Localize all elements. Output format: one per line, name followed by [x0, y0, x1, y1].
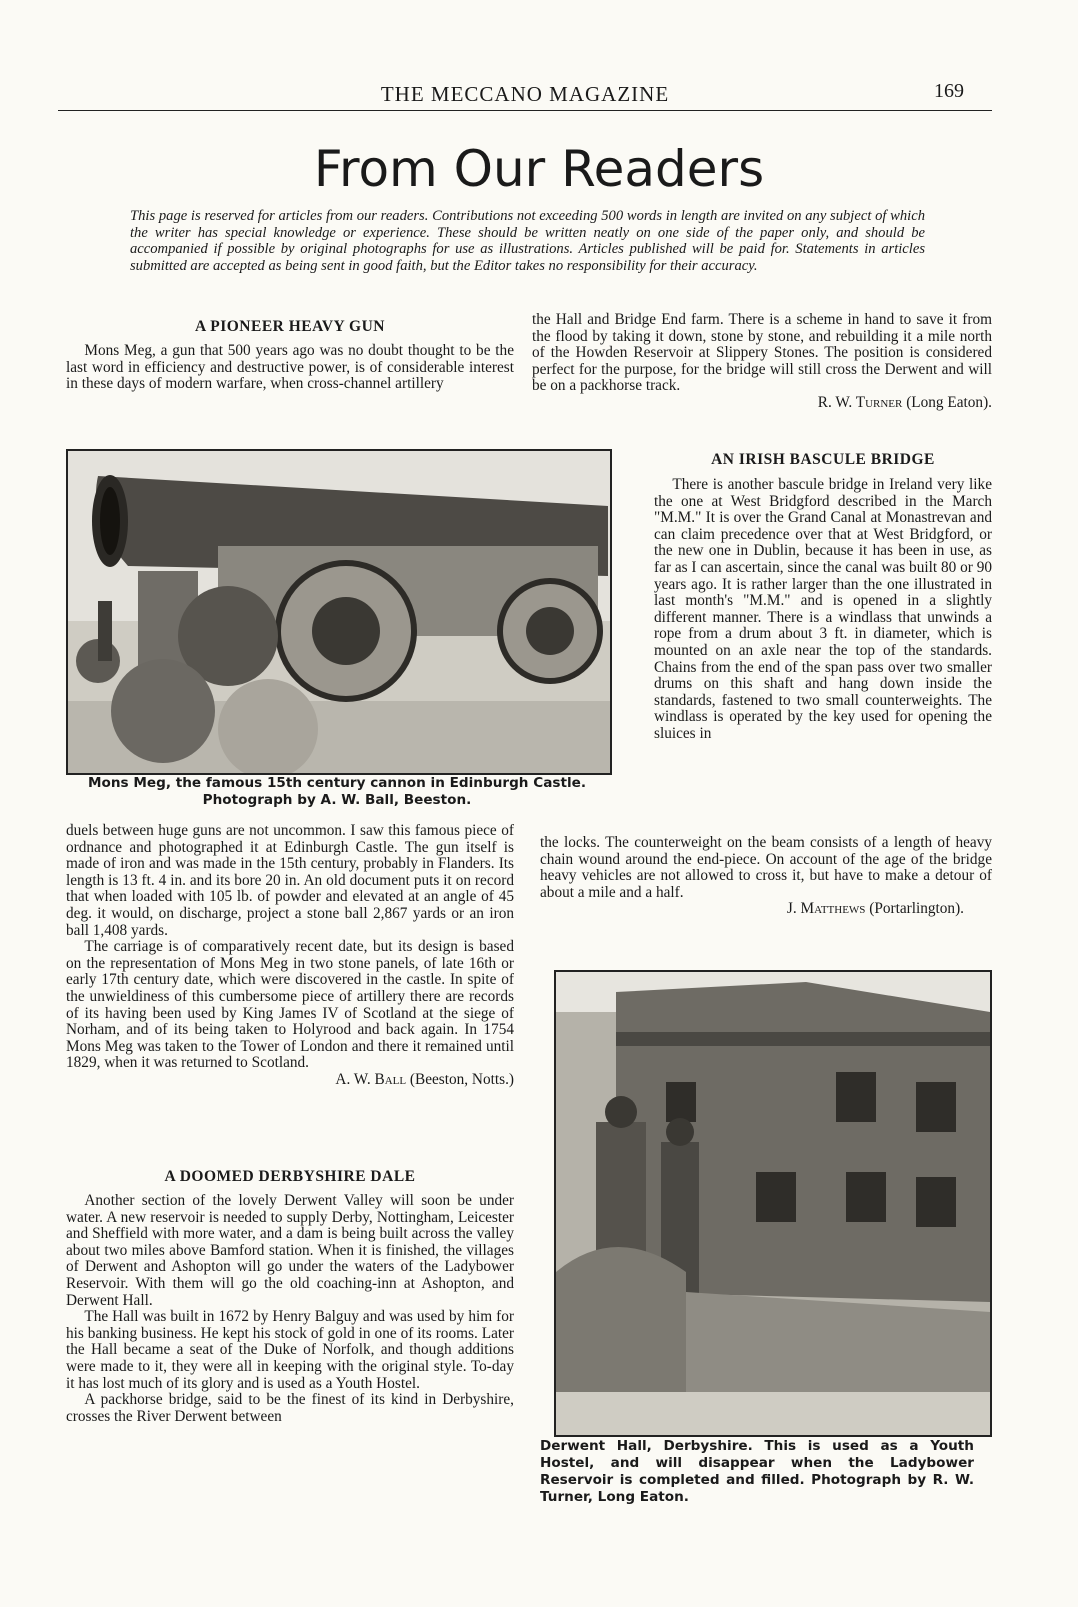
running-head: [58, 80, 992, 111]
paragraph: The carriage is of comparatively recent date, but its design is based on the representation of Mons Meg in two stone panels, of late 16th or early 17th century date, which were discovered in the castle. In spite of the unwieldiness of this cumbersome piece of artillery there are records of its having been used by King James IV of Scotland at the siege of Norham, and of its being taken to Holyrood and back again. In 1754 Mons Meg was taken to the Tower of London and there it remained until 1829, when it was returned to Scotland.: [66, 938, 514, 1072]
photo-derwent-hall: [554, 970, 992, 1437]
photo-caption-mons-meg: [66, 775, 608, 809]
paragraph: the Hall and Bridge End farm. There is a scheme in hand to save it from the flood by taking it down, stone by stone, and rebuilding it a mile north of the Howden Reservoir at Slippery Stones. The position is considered perfect for the purpose, for the bridge will still cross the Derwent and will be on a packhorse track.: [532, 311, 992, 395]
mons-meg-cannon-image: [68, 451, 610, 773]
author-place: (Long Eaton).: [906, 393, 992, 411]
article-body-pioneer-gun-bottom: [66, 823, 514, 1089]
paragraph: The Hall was built in 1672 by Henry Balguy and was used by him for his banking business. He kept his stock of gold in one of its rooms. Later the Hall became a seat of the Duke of Norfolk, and though additions were made to it, they were all in keeping with the original style. To-day it has lost much of its glory and is used as a Youth Hostel.: [66, 1308, 514, 1392]
article-heading-bascule-bridge: AN IRISH BASCULE BRIDGE: [711, 451, 935, 468]
author-place: (Beeston, Notts.): [409, 1070, 514, 1088]
paragraph: duels between huge guns are not uncommon. I saw this famous piece of ordnance and photographed it at Edinburgh Castle. The gun itself is made of iron and was made in the 15th century, probably in Flanders. Its length is 13 ft. 4 in. and its bore 20 in. An old document puts it on record that when loaded with 105 lb. of powder and elevated at an angle of 45 deg. it would, on discharge, project a stone ball 2,867 yards or an iron ball 1,408 yards.: [66, 822, 514, 939]
intro-paragraph: This page is reserved for articles from our readers. Contributions not exceeding 500 words in length are invited on any subject of which the writer has special knowledge or experience. These should be written neatly on one side of the paper only, and should be accompanied if possible by original photographs for use as illustrations. Articles published will be paid for. Statements in articles submitted are accepted as being sent in good faith, but the Editor takes no responsibility for their accuracy.: [130, 208, 925, 274]
derwent-hall-image: [556, 972, 990, 1435]
article-body-bascule-bridge-cont: [540, 835, 992, 918]
author-place: (Portarlington).: [869, 900, 964, 918]
caption-text: Derwent Hall, Derbyshire. This is used as a Youth Hostel, and will disappear when the Ladybower Reservoir is completed and filled. Photograph by R. W. Turner, Long Eaton.: [540, 1438, 974, 1505]
page-number: 169: [934, 80, 964, 102]
article-body-derbyshire-dale-cont: [532, 312, 992, 412]
article-signature: [540, 901, 964, 918]
article-signature: [532, 395, 992, 412]
photo-mons-meg: [66, 449, 612, 775]
author-name: R. W. Turner: [817, 393, 903, 411]
photo-caption-derwent-hall: [540, 1438, 974, 1506]
page-title: From Our Readers: [313, 140, 765, 198]
article-heading-derbyshire-dale: A DOOMED DERBYSHIRE DALE: [164, 1168, 416, 1185]
paragraph: A packhorse bridge, said to be the finest of its kind in Derbyshire, crosses the River Derwent between: [66, 1391, 514, 1425]
magazine-title: THE MECCANO MAGAZINE: [380, 82, 670, 106]
article-body-derbyshire-dale: [66, 1193, 514, 1425]
paragraph: There is another bascule bridge in Ireland very like the one at West Bridgford described in the March "M.M." It is over the Grand Canal at Monastrevan and can claim precedence over that at West Bridgford, or the new one in Dublin, because it has been in use, as far as I can ascertain, since the canal was built 80 or 90 years ago. It is rather larger than the one illustrated in last month's "M.M." and is opened in a slightly different manner. There is a windlass that unwinds a rope from a drum about 3 ft. in diameter, which is mounted on an axle near the top of the standards. Chains from the end of the span pass over two smaller drums on this shaft and hang down inside the standards, fastened to two small counterweights. The windlass is operated by the key used for opening the sluices in: [654, 476, 992, 742]
article-body-bascule-bridge: [654, 477, 992, 743]
caption-line: Mons Meg, the famous 15th century cannon in Edinburgh Castle.: [87, 775, 586, 791]
caption-line: Photograph by A. W. Ball, Beeston.: [202, 792, 472, 808]
author-name: J. Matthews: [786, 900, 866, 918]
author-name: A. W. Ball: [335, 1070, 407, 1088]
article-signature: [66, 1072, 514, 1089]
article-body-pioneer-gun-top: [66, 343, 514, 393]
article-heading-pioneer-gun: A PIONEER HEAVY GUN: [195, 318, 385, 335]
paragraph: Mons Meg, a gun that 500 years ago was no doubt thought to be the last word in efficiency and destructive power, is of considerable interest in these days of modern warfare, when cross-channel artillery: [66, 342, 514, 393]
paragraph: Another section of the lovely Derwent Valley will soon be under water. A new reservoir is needed to supply Derby, Nottingham, Leicester and Sheffield with more water, and a dam is being built across the valley about two miles above Bamford station. When it is finished, the villages of Derwent and Ashopton will go under the waters of the Ladybower Reservoir. With them will go the old coaching-inn at Ashopton, and Derwent Hall.: [66, 1192, 514, 1309]
paragraph: the locks. The counterweight on the beam consists of a length of heavy chain wound around the end-piece. On account of the age of the bridge heavy vehicles are not allowed to cross it, but have to make a detour of about a mile and a half.: [540, 834, 992, 901]
